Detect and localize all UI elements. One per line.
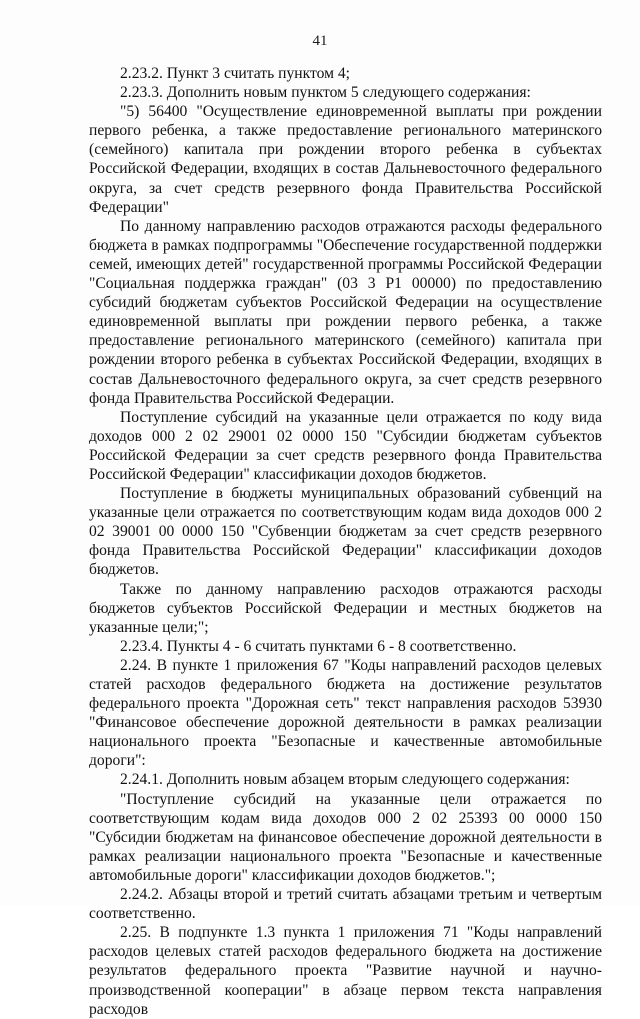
- paragraph-expense-direction: По данному направлению расходов отражаются расходы федерального бюджета в рамках подпрограммы "Обеспечение государственной поддержки семей, имеющих детей" государственной программы Российской Федерации "Социальная поддержка граждан" (03 3 Р1 00000) по предоставлению субсидий бюджетам субъектов Российской Федерации на осуществление единовременной выплаты при рождении первого ребенка, а также предоставление регионального материнского (семейного) капитала при рождении второго ребенка в субъектах Российской Федерации, входящих в состав Дальневосточного федерального округа, за счет средств резервного фонда Правительства Российской Федерации.: [89, 217, 602, 407]
- paragraph-2-23-4: 2.23.4. Пункты 4 - 6 считать пунктами 6 - 8 соответственно.: [120, 637, 517, 655]
- paragraph-new-item-5: "5) 56400 "Осуществление единовременной выплаты при рождении первого ребенка, а также предоставление регионального материнского (семейного) капитала при рождении второго ребенка в субъектах Российской Федерации, входящих в состав Дальневосточного федерального округа, за счет средств резервного фонда Правительства Российской Федерации": [89, 103, 602, 216]
- paragraph-2-24-2: 2.24.2. Абзацы второй и третий считать абзацами третьим и четвертым соответственно.: [89, 886, 602, 923]
- page-number: 41: [312, 33, 328, 49]
- paragraph-subvention-income: Поступление в бюджеты муниципальных образований субвенций на указанные цели отражается по соответствующим кодам вида доходов 000 2 02 39001 00 0000 150 "Субвенции бюджетам за счет средств резервного фонда Правительства Российской Федерации" классификации доходов бюджетов.: [89, 485, 602, 579]
- paragraph-subsidy-income: Поступление субсидий на указанные цели отражается по коду вида доходов 000 2 02 29001 02 0000 150 "Субсидии бюджетам субъектов Российской Федерации за счет средств резервного фонда Правительства Российской Федерации" классификации доходов бюджетов.: [89, 408, 602, 483]
- paragraph-2-23-3: 2.23.3. Дополнить новым пунктом 5 следующего содержания:: [120, 84, 531, 102]
- paragraph-2-24-1: 2.24.1. Дополнить новым абзацем вторым следующего содержания:: [120, 771, 570, 789]
- paragraph-2-24: 2.24. В пункте 1 приложения 67 "Коды направлений расходов целевых статей расходов федерального бюджета на достижение результатов федерального проекта "Дорожная сеть" текст направления расходов 53930 "Финансовое обеспечение дорожной деятельности в рамках реализации национального проекта "Безопасные и качественные автомобильные дороги":: [89, 656, 602, 770]
- paragraph-2-23-2: 2.23.2. Пункт 3 считать пунктом 4;: [120, 65, 350, 82]
- paragraph-regional-expenses: Также по данному направлению расходов отражаются расходы бюджетов субъектов Российской Федерации и местных бюджетов на указанные цели;";: [89, 580, 602, 636]
- paragraph-road-subsidy: "Поступление субсидий на указанные цели отражается по соответствующим кодам вида доходов 000 2 02 25393 00 0000 150 "Субсидии бюджетам на финансовое обеспечение дорожной деятельности в рамках реализации национального проекта "Безопасные и качественные автомобильные дороги" классификации доходов бюджетов.";: [89, 790, 602, 884]
- document-body: [89, 64, 602, 1019]
- paragraph-2-25: 2.25. В подпункте 1.3 пункта 1 приложения 71 "Коды направлений расходов целевых статей расходов федерального бюджета на достижение результатов федерального проекта "Развитие научной и научно-производственной кооперации" в абзаце первом текста направления расходов: [89, 924, 602, 1018]
